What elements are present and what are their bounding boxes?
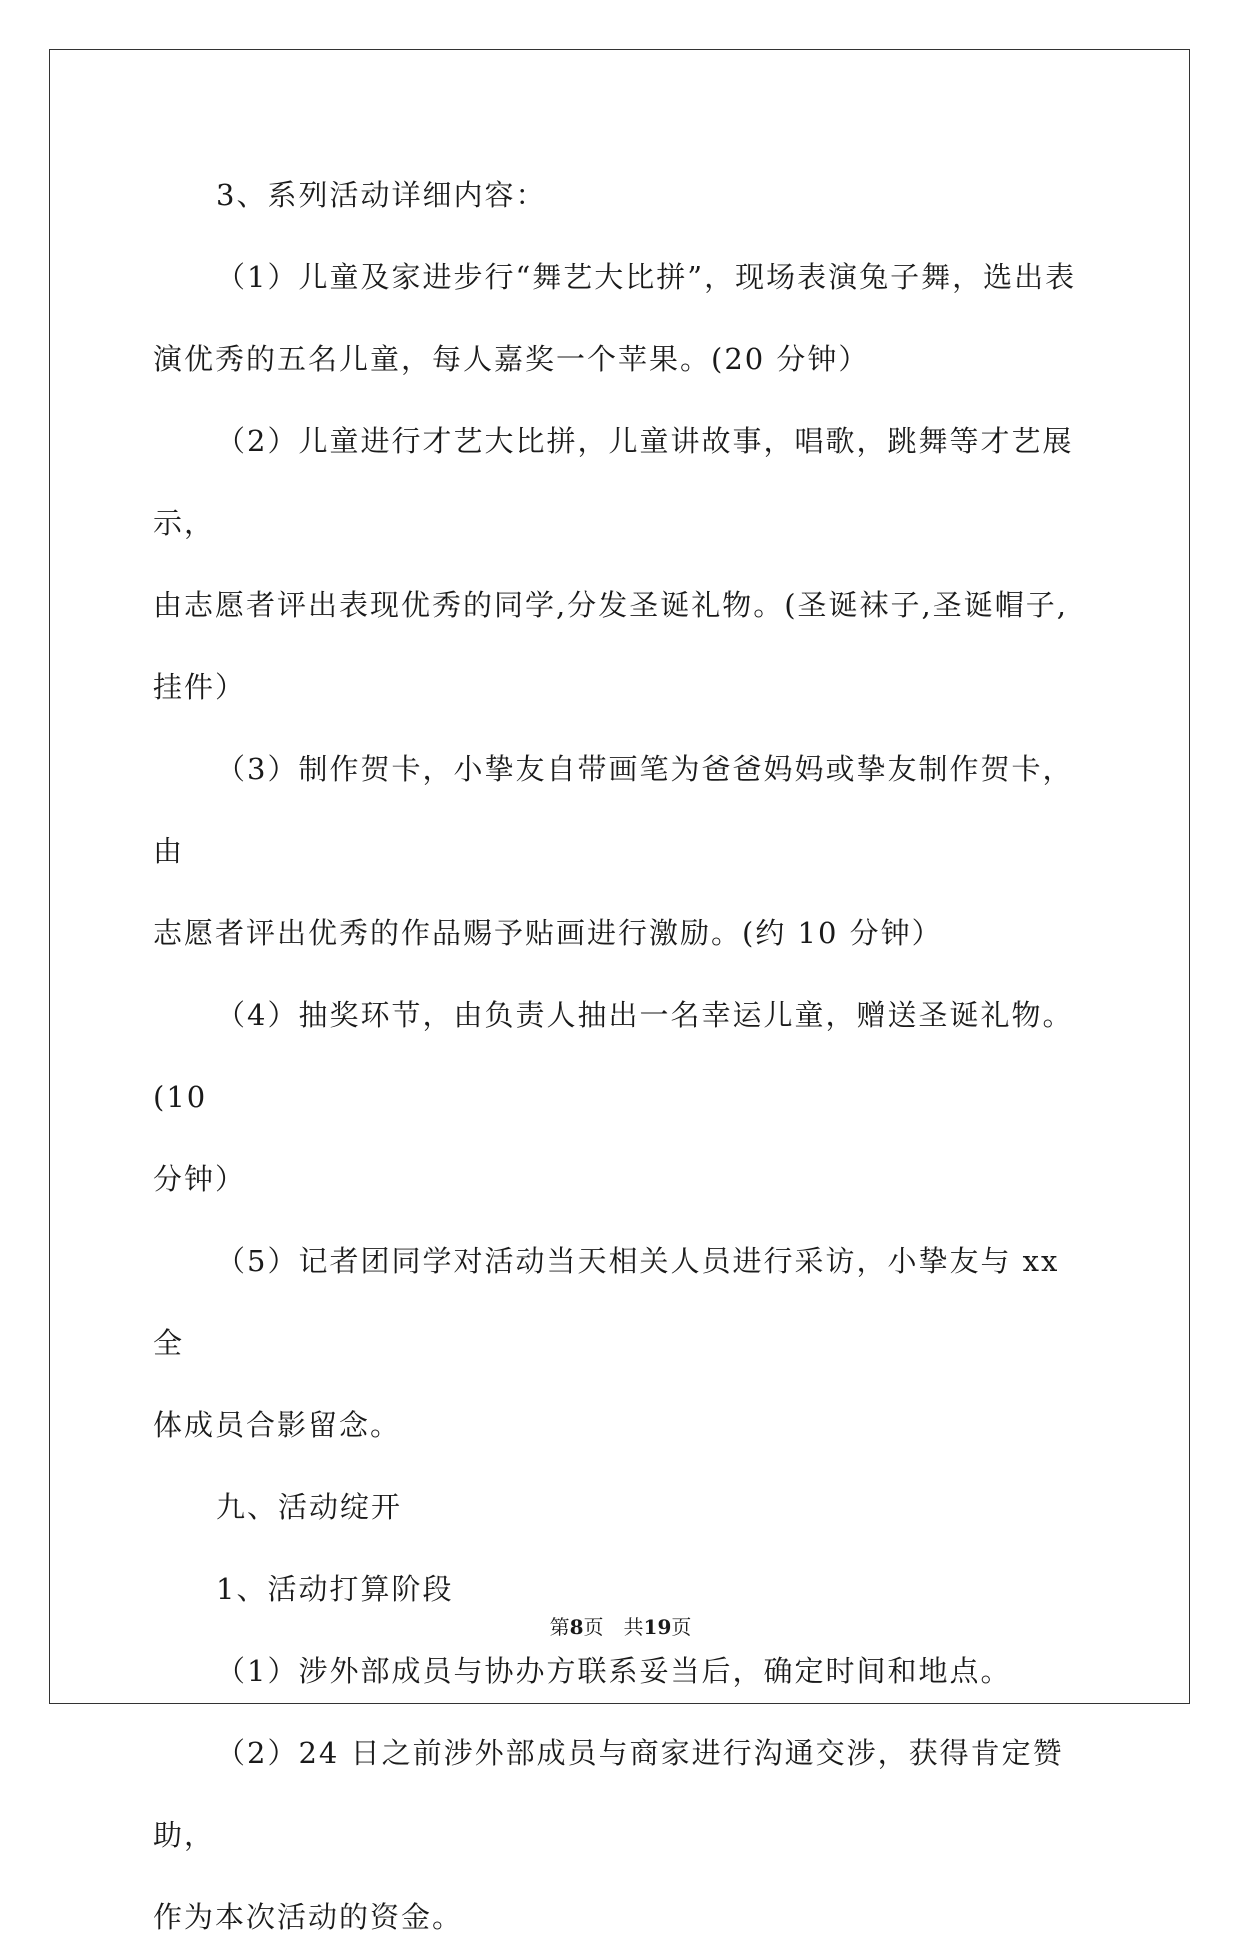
text-line: （4）抽奖环节，由负责人抽出一名幸运儿童，赠送圣诞礼物。(10 (153, 998, 1074, 1114)
text-line: 分钟） (153, 1162, 247, 1196)
text-line: （2）24 日之前涉外部成员与商家进行沟通交涉，获得肯定赞助， (153, 1736, 1064, 1852)
text-line: 志愿者评出优秀的作品赐予贴画进行激励。(约 10 分钟） (153, 916, 943, 950)
text-line: 挂件） (153, 670, 247, 704)
footer-prefix: 第 (549, 1615, 570, 1639)
section-heading: 九、活动绽开 (216, 1490, 403, 1524)
text-line: （1）儿童及家进步行“舞艺大比拼”，现场表演兔子舞，选出表 (216, 260, 1077, 294)
text-line: （5）记者团同学对活动当天相关人员进行采访，小挚友与 xx 全 (153, 1244, 1060, 1360)
subsection-heading: 1、活动打算阶段 (216, 1572, 454, 1606)
document-body (153, 154, 1093, 1958)
footer-suffix: 页 (671, 1615, 692, 1639)
text-line: 体成员合影留念。 (153, 1408, 402, 1442)
text-line: 由志愿者评出表现优秀的同学,分发圣诞礼物。(圣诞袜子,圣诞帽子, (153, 588, 1068, 622)
text-line: 3、系列活动详细内容： (216, 178, 547, 212)
current-page-number: 8 (569, 1615, 584, 1639)
text-line: （3）制作贺卡，小挚友自带画笔为爸爸妈妈或挚友制作贺卡，由 (153, 752, 1074, 868)
footer-middle: 页 共 (583, 1615, 644, 1639)
text-line: （1）涉外部成员与协办方联系妥当后，确定时间和地点。 (216, 1654, 1012, 1688)
page-footer (0, 1614, 1241, 1640)
total-pages-number: 19 (643, 1615, 672, 1639)
text-line: 作为本次活动的资金。 (153, 1900, 464, 1934)
text-line: 演优秀的五名儿童，每人嘉奖一个苹果。(20 分钟） (153, 342, 870, 376)
text-line: （2）儿童进行才艺大比拼，儿童讲故事，唱歌，跳舞等才艺展示， (153, 424, 1074, 540)
